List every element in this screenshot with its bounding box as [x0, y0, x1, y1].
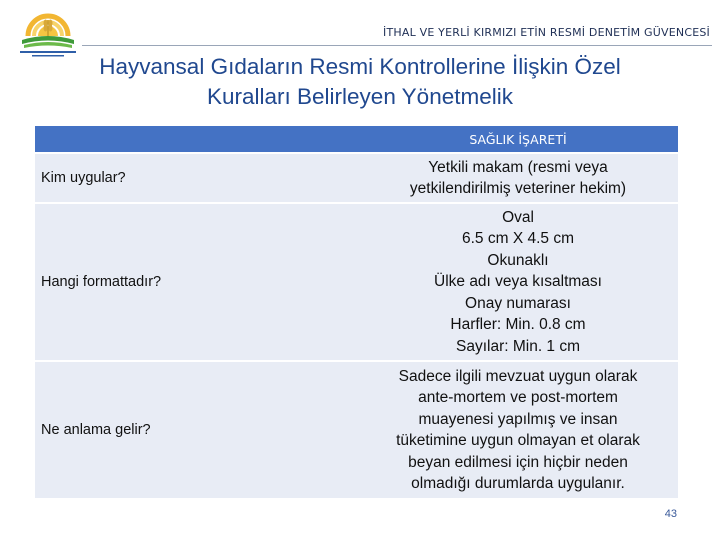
row-value-format [358, 203, 678, 361]
table-row [35, 153, 678, 203]
cell-line: beyan edilmesi için hiçbir neden [408, 453, 628, 471]
page-number: 43 [664, 508, 677, 520]
slide-title-line-1: Hayvansal Gıdaların Resmi Kontrollerine İlişkin Özel [99, 54, 621, 79]
health-mark-table [35, 124, 678, 500]
cell-line: ante-mortem ve post-mortem [418, 389, 618, 406]
table-row [35, 203, 678, 361]
header-title: İTHAL VE YERLİ KIRMIZI ETİN RESMİ DENETİM GÜVENCESİ [383, 26, 710, 39]
cell-line: Okunaklı [487, 251, 549, 269]
cell-line: Ülke adı veya kısaltması [434, 273, 602, 291]
table-header-row [35, 125, 678, 153]
slide-title-line-2: Kuralları Belirleyen Yönetmelik [207, 84, 513, 109]
cell-line: olmadığı durumlarda uygulanır. [411, 475, 625, 492]
cell-line: 6.5 cm X 4.5 cm [462, 230, 574, 248]
cell-line: Harfler: Min. 0.8 cm [450, 316, 586, 334]
row-label-format: Hangi formattadır? [35, 203, 358, 361]
header-divider [82, 45, 712, 46]
cell-line: yetkilendirilmiş veteriner hekim) [409, 180, 627, 197]
cell-line: muayenesi yapılmış ve insan [418, 410, 618, 428]
cell-line: Onay numarası [465, 294, 571, 312]
row-label-meaning: Ne anlama gelir? [35, 361, 358, 499]
cell-line: Sadece ilgili mevzuat uygun olarak [398, 367, 638, 385]
cell-line: Yetkili makam (resmi veya [428, 158, 608, 176]
table-header-empty-cell [35, 125, 358, 153]
cell-line: Oval [502, 208, 534, 226]
cell-line: Sayılar: Min. 1 cm [455, 337, 581, 355]
table-row [35, 361, 678, 499]
table-header-health-mark: SAĞLIK İŞARETİ [358, 125, 678, 153]
cell-line: tüketimine uygun olmayan et olarak [396, 432, 640, 449]
row-label-who: Kim uygular? [35, 153, 358, 203]
slide-title [0, 52, 720, 112]
row-value-who [358, 153, 678, 203]
row-value-meaning [358, 361, 678, 499]
